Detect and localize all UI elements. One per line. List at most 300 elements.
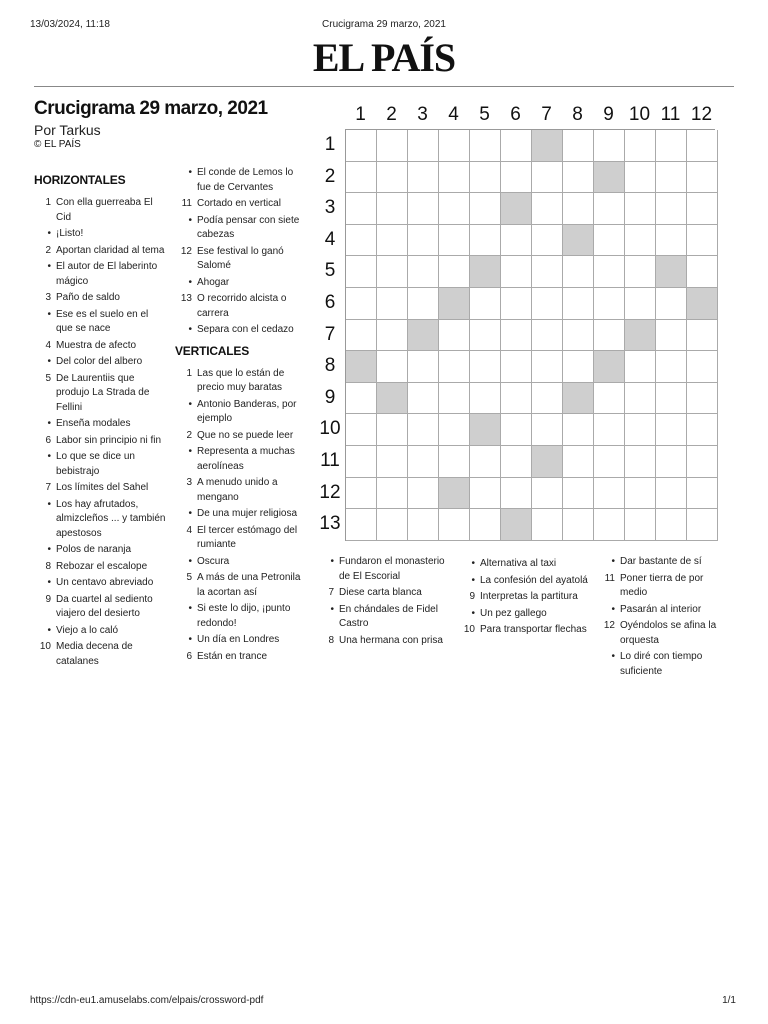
grid-cell[interactable] bbox=[687, 351, 718, 383]
grid-cell[interactable] bbox=[563, 351, 594, 383]
clue-item[interactable] bbox=[34, 450, 166, 479]
grid-cell[interactable] bbox=[408, 383, 439, 415]
clue-item[interactable] bbox=[34, 227, 166, 242]
grid-cell[interactable] bbox=[439, 193, 470, 225]
grid-cell[interactable] bbox=[439, 320, 470, 352]
grid-cell[interactable] bbox=[625, 509, 656, 541]
grid-block-cell bbox=[656, 256, 687, 288]
grid-cell[interactable] bbox=[656, 288, 687, 320]
grid-cell[interactable] bbox=[346, 383, 377, 415]
grid-cell[interactable] bbox=[501, 256, 532, 288]
clue-text: En chándales de Fidel Castro bbox=[339, 603, 438, 629]
grid-block-cell bbox=[594, 162, 625, 194]
clue-number: 5 bbox=[45, 372, 51, 384]
grid-row-number: 9 bbox=[324, 386, 336, 408]
clue-item[interactable] bbox=[598, 619, 728, 648]
clue-number: 3 bbox=[45, 292, 51, 303]
grid-cell[interactable] bbox=[501, 320, 532, 352]
grid-cell[interactable] bbox=[408, 351, 439, 383]
grid-cell[interactable] bbox=[563, 162, 594, 194]
clues-column-3 bbox=[317, 555, 447, 650]
grid-cell[interactable] bbox=[563, 130, 594, 162]
grid-cell[interactable] bbox=[532, 351, 563, 383]
clue-number: • bbox=[47, 451, 51, 462]
clue-item[interactable] bbox=[34, 339, 166, 354]
grid-cell[interactable] bbox=[594, 414, 625, 446]
grid-column-number: 2 bbox=[386, 104, 397, 125]
grid-cell[interactable] bbox=[532, 478, 563, 510]
clue-text: De una mujer religiosa bbox=[197, 508, 298, 519]
grid-cell[interactable] bbox=[346, 509, 377, 541]
grid-cell[interactable] bbox=[563, 478, 594, 510]
grid-cell[interactable] bbox=[594, 256, 625, 288]
clue-item[interactable] bbox=[317, 586, 447, 601]
grid-cell[interactable] bbox=[470, 162, 501, 194]
grid-cell[interactable] bbox=[687, 383, 718, 415]
grid-cell[interactable] bbox=[501, 288, 532, 320]
grid-cell[interactable] bbox=[408, 509, 439, 541]
clue-number: • bbox=[188, 603, 192, 614]
grid-cell[interactable] bbox=[563, 288, 594, 320]
grid-cell[interactable] bbox=[594, 509, 625, 541]
clue-text: El conde de Lemos lo fue de Cervantes bbox=[197, 167, 294, 193]
grid-cell[interactable] bbox=[625, 383, 656, 415]
clue-number: • bbox=[188, 276, 192, 288]
grid-cell[interactable] bbox=[563, 414, 594, 446]
clue-number: 12 bbox=[180, 245, 192, 257]
grid-cell[interactable] bbox=[625, 478, 656, 510]
clue-item[interactable] bbox=[34, 355, 166, 370]
clue-number: 1 bbox=[45, 197, 51, 208]
clue-number: 9 bbox=[45, 593, 51, 605]
grid-cell[interactable] bbox=[501, 130, 532, 162]
grid-cell[interactable] bbox=[625, 193, 656, 225]
grid-cell[interactable] bbox=[594, 446, 625, 478]
grid-cell[interactable] bbox=[625, 256, 656, 288]
grid-block-cell bbox=[439, 478, 470, 510]
grid-column-number: 1 bbox=[355, 104, 366, 125]
grid-row-number: 8 bbox=[324, 355, 336, 377]
puzzle-copyright: © EL PAÍS bbox=[34, 139, 81, 150]
grid-cell[interactable] bbox=[439, 351, 470, 383]
grid-row-number: 4 bbox=[324, 228, 336, 250]
grid-cell[interactable] bbox=[532, 320, 563, 352]
clue-item[interactable] bbox=[34, 308, 166, 337]
grid-cell[interactable] bbox=[501, 414, 532, 446]
grid-cell[interactable] bbox=[377, 193, 408, 225]
clue-text: Los límites del Sahel bbox=[56, 482, 149, 493]
grid-cell[interactable] bbox=[625, 162, 656, 194]
clue-number: • bbox=[47, 624, 51, 636]
clue-text: Enseña modales bbox=[56, 418, 131, 429]
grid-cell[interactable] bbox=[439, 256, 470, 288]
grid-cell[interactable] bbox=[625, 351, 656, 383]
clue-text: Rebozar el escalope bbox=[56, 560, 148, 572]
clue-number: 7 bbox=[328, 587, 334, 598]
grid-cell[interactable] bbox=[346, 193, 377, 225]
grid-column-number: 5 bbox=[479, 104, 490, 125]
clue-item[interactable] bbox=[34, 593, 166, 622]
grid-cell[interactable] bbox=[377, 446, 408, 478]
clue-number: 2 bbox=[186, 429, 192, 441]
clue-text: Para transportar flechas bbox=[480, 624, 587, 635]
grid-cell[interactable] bbox=[408, 130, 439, 162]
grid-cell[interactable] bbox=[625, 446, 656, 478]
clue-item[interactable] bbox=[34, 498, 166, 542]
clue-item[interactable] bbox=[34, 196, 166, 225]
grid-cell[interactable] bbox=[408, 478, 439, 510]
grid-cell[interactable] bbox=[470, 509, 501, 541]
clue-text: Que no se puede leer bbox=[197, 429, 294, 441]
grid-cell[interactable] bbox=[377, 162, 408, 194]
grid-cell[interactable] bbox=[377, 478, 408, 510]
grid-cell[interactable] bbox=[501, 478, 532, 510]
grid-cell[interactable] bbox=[377, 288, 408, 320]
grid-cell[interactable] bbox=[346, 446, 377, 478]
clue-number: • bbox=[188, 214, 192, 226]
print-page-title: Crucigrama 29 marzo, 2021 bbox=[322, 19, 446, 30]
clue-text: A menudo unido a mengano bbox=[197, 477, 278, 503]
clue-item[interactable] bbox=[175, 650, 303, 665]
grid-cell[interactable] bbox=[532, 162, 563, 194]
clue-text: Las que lo están de precio muy baratas bbox=[197, 367, 285, 393]
clue-item[interactable] bbox=[175, 214, 303, 243]
grid-cell[interactable] bbox=[501, 225, 532, 257]
grid-row-number: 10 bbox=[319, 418, 341, 440]
clue-number: 10 bbox=[39, 641, 51, 652]
grid-cell[interactable] bbox=[656, 414, 687, 446]
grid-cell[interactable] bbox=[346, 225, 377, 257]
grid-block-cell bbox=[563, 225, 594, 257]
clue-text: Pasarán al interior bbox=[620, 603, 702, 615]
clue-text: O recorrido alcista o carrera bbox=[197, 293, 287, 319]
clues-column-5 bbox=[598, 555, 728, 681]
grid-cell[interactable] bbox=[470, 320, 501, 352]
grid-cell[interactable] bbox=[687, 256, 718, 288]
grid-cell[interactable] bbox=[501, 383, 532, 415]
clue-text: Media decena de catalanes bbox=[56, 641, 133, 667]
grid-cell[interactable] bbox=[408, 446, 439, 478]
clue-item[interactable] bbox=[34, 624, 166, 639]
clue-number: 8 bbox=[45, 560, 51, 572]
grid-cell[interactable] bbox=[687, 478, 718, 510]
grid-cell[interactable] bbox=[687, 130, 718, 162]
clue-text: Están en trance bbox=[197, 650, 268, 662]
grid-cell[interactable] bbox=[625, 130, 656, 162]
grid-cell[interactable] bbox=[656, 509, 687, 541]
clue-number: 6 bbox=[45, 434, 51, 446]
grid-cell[interactable] bbox=[346, 414, 377, 446]
clue-item[interactable] bbox=[34, 543, 166, 558]
clue-item[interactable] bbox=[175, 507, 303, 522]
grid-cell[interactable] bbox=[594, 383, 625, 415]
grid-cell[interactable] bbox=[594, 478, 625, 510]
clue-text: Un pez gallego bbox=[480, 607, 547, 619]
clue-text: Dar bastante de sí bbox=[620, 556, 702, 567]
clue-item[interactable] bbox=[175, 166, 303, 195]
clue-item[interactable] bbox=[598, 603, 728, 618]
grid-cell[interactable] bbox=[377, 130, 408, 162]
clue-item[interactable] bbox=[34, 434, 166, 449]
clue-item[interactable] bbox=[34, 244, 166, 259]
grid-cell[interactable] bbox=[656, 130, 687, 162]
clue-number: 11 bbox=[181, 198, 192, 209]
clue-item[interactable] bbox=[34, 481, 166, 496]
clue-item[interactable] bbox=[458, 574, 588, 589]
grid-cell[interactable] bbox=[594, 288, 625, 320]
clue-item[interactable] bbox=[34, 417, 166, 432]
grid-cell[interactable] bbox=[687, 446, 718, 478]
clue-item[interactable] bbox=[175, 476, 303, 505]
grid-block-cell bbox=[346, 351, 377, 383]
grid-cell[interactable] bbox=[501, 351, 532, 383]
grid-cell[interactable] bbox=[408, 414, 439, 446]
clue-item[interactable] bbox=[458, 623, 588, 638]
clue-text: Un día en Londres bbox=[197, 634, 280, 645]
grid-cell[interactable] bbox=[687, 509, 718, 541]
grid-cell[interactable] bbox=[563, 446, 594, 478]
grid-row-number: 3 bbox=[324, 197, 336, 219]
clue-item[interactable] bbox=[458, 590, 588, 605]
clue-item[interactable] bbox=[34, 260, 166, 289]
clue-text: Diese carta blanca bbox=[339, 587, 422, 598]
grid-cell[interactable] bbox=[377, 414, 408, 446]
clue-item[interactable] bbox=[598, 555, 728, 570]
clue-number: 10 bbox=[463, 624, 475, 635]
clue-item[interactable] bbox=[175, 445, 303, 474]
clue-number: • bbox=[188, 634, 192, 645]
grid-cell[interactable] bbox=[439, 162, 470, 194]
clue-number: • bbox=[47, 228, 51, 239]
grid-cell[interactable] bbox=[470, 383, 501, 415]
grid-cell[interactable] bbox=[470, 130, 501, 162]
grid-cell[interactable] bbox=[439, 414, 470, 446]
grid-cell[interactable] bbox=[346, 130, 377, 162]
el-pais-logo: EL PAÍS bbox=[312, 35, 456, 80]
clue-item[interactable] bbox=[34, 291, 166, 306]
grid-block-cell bbox=[563, 383, 594, 415]
grid-cell[interactable] bbox=[625, 414, 656, 446]
grid-cell[interactable] bbox=[408, 288, 439, 320]
grid-cell[interactable] bbox=[656, 383, 687, 415]
clue-number: 3 bbox=[186, 477, 192, 488]
clue-text: De Laurentiis que produjo La Strada de Fellini bbox=[56, 372, 150, 413]
grid-cell[interactable] bbox=[470, 478, 501, 510]
grid-cell[interactable] bbox=[594, 320, 625, 352]
clue-text: Oscura bbox=[197, 555, 230, 567]
grid-cell[interactable] bbox=[377, 509, 408, 541]
clue-item[interactable] bbox=[175, 245, 303, 274]
clue-text: Separa con el cedazo bbox=[197, 324, 294, 335]
grid-cell[interactable] bbox=[625, 225, 656, 257]
grid-block-cell bbox=[625, 320, 656, 352]
grid-cell[interactable] bbox=[687, 193, 718, 225]
grid-block-cell bbox=[594, 351, 625, 383]
grid-cell[interactable] bbox=[377, 256, 408, 288]
puzzle-title: Crucigrama 29 marzo, 2021 bbox=[34, 98, 268, 119]
grid-column-number: 11 bbox=[660, 104, 681, 125]
grid-cell[interactable] bbox=[532, 256, 563, 288]
clue-number: • bbox=[471, 574, 475, 586]
clue-item[interactable] bbox=[175, 292, 303, 321]
clue-text: La confesión del ayatolá bbox=[480, 574, 588, 586]
grid-block-cell bbox=[377, 383, 408, 415]
grid-cell[interactable] bbox=[408, 256, 439, 288]
clue-item[interactable] bbox=[175, 398, 303, 427]
grid-cell[interactable] bbox=[532, 383, 563, 415]
clue-text: Lo que se dice un bebistrajo bbox=[56, 451, 135, 477]
grid-cell[interactable] bbox=[470, 225, 501, 257]
grid-column-numbers bbox=[345, 104, 717, 128]
clue-item[interactable] bbox=[175, 197, 303, 212]
clue-text: Un centavo abreviado bbox=[56, 577, 154, 588]
grid-cell[interactable] bbox=[563, 509, 594, 541]
clue-text: Fundaron el monasterio de El Escorial bbox=[339, 556, 445, 582]
puzzle-author: Por Tarkus bbox=[34, 122, 101, 138]
grid-cell[interactable] bbox=[532, 414, 563, 446]
clue-item[interactable] bbox=[175, 571, 303, 600]
grid-cell[interactable] bbox=[439, 225, 470, 257]
clue-text: Ese es el suelo en el que se nace bbox=[56, 308, 149, 334]
grid-cell[interactable] bbox=[656, 320, 687, 352]
grid-cell[interactable] bbox=[563, 256, 594, 288]
clue-number: 9 bbox=[469, 591, 475, 602]
grid-cell[interactable] bbox=[501, 446, 532, 478]
grid-block-cell bbox=[408, 320, 439, 352]
clue-text: Una hermana con prisa bbox=[339, 634, 443, 646]
grid-cell[interactable] bbox=[501, 162, 532, 194]
grid-cell[interactable] bbox=[439, 446, 470, 478]
grid-cell[interactable] bbox=[687, 414, 718, 446]
clue-text: Los hay afrutados, almizcleños ... y también apestosos bbox=[56, 498, 166, 539]
clue-item[interactable] bbox=[34, 560, 166, 575]
grid-cell[interactable] bbox=[656, 193, 687, 225]
grid-row-number: 2 bbox=[324, 165, 336, 187]
clue-item[interactable] bbox=[34, 640, 166, 669]
grid-cell[interactable] bbox=[346, 162, 377, 194]
grid-block-cell bbox=[439, 288, 470, 320]
clue-number: • bbox=[47, 498, 51, 510]
grid-cell[interactable] bbox=[346, 478, 377, 510]
grid-cell[interactable] bbox=[470, 193, 501, 225]
clue-item[interactable] bbox=[175, 429, 303, 444]
grid-cell[interactable] bbox=[563, 320, 594, 352]
clue-item[interactable] bbox=[175, 276, 303, 291]
grid-cell[interactable] bbox=[532, 225, 563, 257]
clue-number: 12 bbox=[603, 620, 615, 631]
grid-cell[interactable] bbox=[377, 320, 408, 352]
clue-item[interactable] bbox=[317, 555, 447, 584]
grid-cell[interactable] bbox=[687, 320, 718, 352]
grid-column-number: 12 bbox=[690, 104, 713, 125]
grid-cell[interactable] bbox=[346, 256, 377, 288]
clue-item[interactable] bbox=[175, 602, 303, 631]
clue-text: Lo diré con tiempo suficiente bbox=[620, 651, 703, 677]
clue-number: 1 bbox=[186, 367, 192, 379]
clue-item[interactable] bbox=[458, 607, 588, 622]
crossword-grid[interactable] bbox=[345, 129, 715, 541]
grid-cell[interactable] bbox=[408, 162, 439, 194]
clue-item[interactable] bbox=[175, 555, 303, 570]
grid-cell[interactable] bbox=[656, 225, 687, 257]
grid-cell[interactable] bbox=[346, 320, 377, 352]
clue-number: 8 bbox=[328, 634, 334, 646]
clue-number: • bbox=[47, 356, 51, 367]
clue-text: Viejo a lo caló bbox=[56, 624, 119, 636]
clue-text: Oyéndolos se afina la orquesta bbox=[620, 620, 717, 646]
grid-cell[interactable] bbox=[687, 225, 718, 257]
grid-cell[interactable] bbox=[625, 288, 656, 320]
clue-item[interactable] bbox=[598, 572, 728, 601]
clue-item[interactable] bbox=[317, 634, 447, 649]
grid-cell[interactable] bbox=[439, 383, 470, 415]
grid-cell[interactable] bbox=[346, 288, 377, 320]
clue-item[interactable] bbox=[175, 323, 303, 338]
grid-cell[interactable] bbox=[656, 446, 687, 478]
clue-item[interactable] bbox=[598, 650, 728, 679]
grid-cell[interactable] bbox=[439, 509, 470, 541]
clue-number: • bbox=[188, 398, 192, 410]
grid-block-cell bbox=[501, 193, 532, 225]
grid-cell[interactable] bbox=[594, 130, 625, 162]
clue-item[interactable] bbox=[34, 576, 166, 591]
grid-row-number: 13 bbox=[319, 513, 341, 535]
grid-cell[interactable] bbox=[408, 193, 439, 225]
clue-number: 13 bbox=[180, 293, 192, 304]
clue-number: 7 bbox=[45, 482, 51, 493]
clue-number: 4 bbox=[186, 524, 192, 536]
clue-item[interactable] bbox=[175, 524, 303, 553]
clue-text: Aportan claridad al tema bbox=[56, 244, 165, 256]
grid-cell[interactable] bbox=[563, 193, 594, 225]
clue-number: • bbox=[471, 558, 475, 569]
clue-number: • bbox=[188, 555, 192, 567]
grid-cell[interactable] bbox=[470, 288, 501, 320]
grid-cell[interactable] bbox=[594, 225, 625, 257]
grid-cell[interactable] bbox=[377, 351, 408, 383]
clue-item[interactable] bbox=[34, 372, 166, 416]
grid-cell[interactable] bbox=[470, 446, 501, 478]
clue-number: 4 bbox=[45, 339, 51, 351]
grid-cell[interactable] bbox=[656, 351, 687, 383]
clue-text: Ahogar bbox=[197, 276, 230, 288]
clues-column-4 bbox=[458, 557, 588, 640]
clue-text: Representa a muchas aerolíneas bbox=[197, 446, 295, 472]
grid-cell[interactable] bbox=[532, 193, 563, 225]
grid-cell[interactable] bbox=[408, 225, 439, 257]
grid-cell[interactable] bbox=[594, 193, 625, 225]
clue-item[interactable] bbox=[175, 633, 303, 648]
grid-column-number: 8 bbox=[572, 104, 583, 125]
clue-text: Podía pensar con siete cabezas bbox=[197, 214, 300, 240]
grid-cell[interactable] bbox=[532, 288, 563, 320]
clue-number: • bbox=[47, 308, 51, 320]
grid-column-number: 6 bbox=[510, 104, 521, 125]
grid-cell[interactable] bbox=[656, 162, 687, 194]
grid-cell[interactable] bbox=[656, 478, 687, 510]
grid-row-number: 12 bbox=[319, 481, 341, 503]
grid-cell[interactable] bbox=[687, 162, 718, 194]
grid-cell[interactable] bbox=[439, 130, 470, 162]
clue-text: El tercer estómago del rumiante bbox=[197, 524, 298, 550]
grid-cell[interactable] bbox=[377, 225, 408, 257]
clue-item[interactable] bbox=[458, 557, 588, 572]
clue-item[interactable] bbox=[317, 603, 447, 632]
grid-cell[interactable] bbox=[532, 509, 563, 541]
clue-item[interactable] bbox=[175, 367, 303, 396]
clue-number: • bbox=[47, 261, 51, 272]
grid-cell[interactable] bbox=[470, 351, 501, 383]
